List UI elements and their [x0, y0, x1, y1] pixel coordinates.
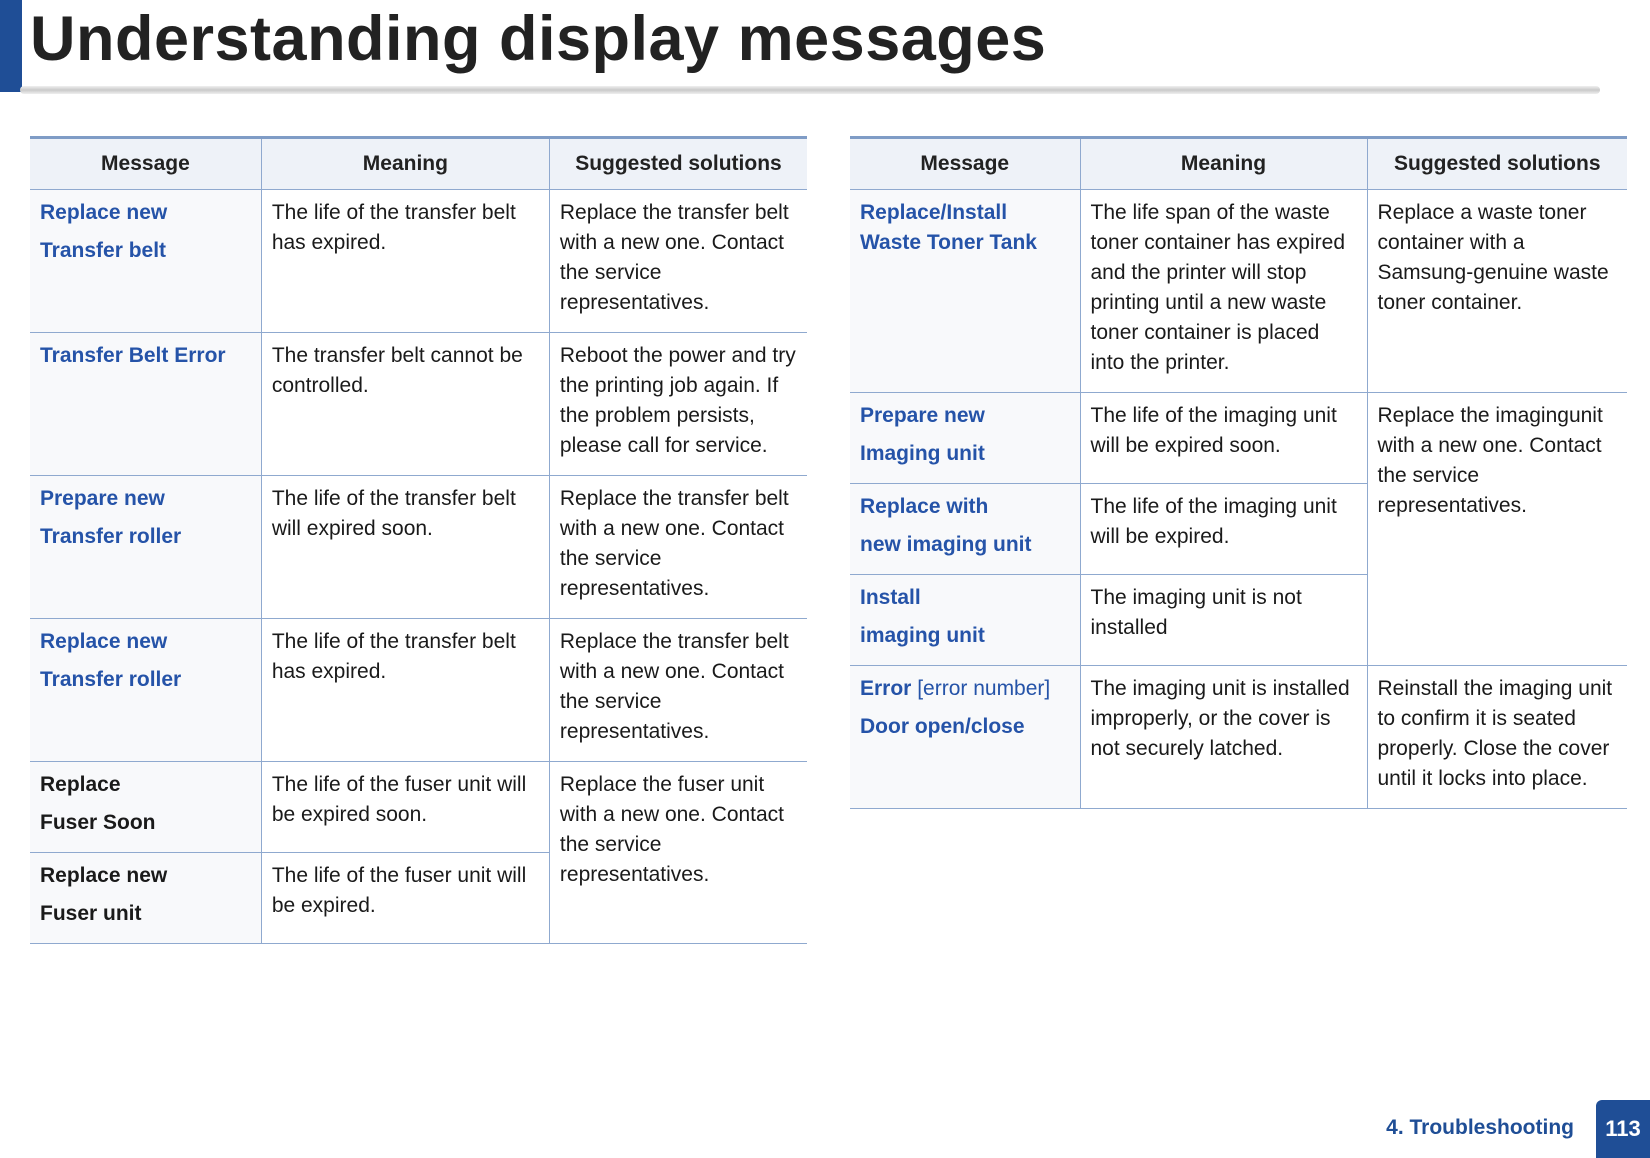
- solution-cell: Replace the transfer belt with a new one. Contact the service representatives.: [549, 619, 807, 762]
- meaning-cell: The life span of the waste toner container has expired and the printer will stop printing until a new waste toner container is placed into the printer.: [1080, 190, 1367, 393]
- column-header-meaning: Meaning: [261, 138, 549, 190]
- message-text: Replace new: [40, 630, 168, 653]
- table-row: [850, 666, 1627, 809]
- meaning-cell: The life of the fuser unit will be expired soon.: [261, 762, 549, 853]
- footer-section-label: 4. Troubleshooting: [1386, 1116, 1574, 1139]
- message-text: Install: [860, 586, 921, 609]
- column-header-meaning: Meaning: [1080, 138, 1367, 190]
- message-cell: [850, 393, 1080, 484]
- meaning-cell: The life of the fuser unit will be expired.: [261, 853, 549, 944]
- message-cell: [30, 853, 261, 944]
- meaning-cell: The life of the transfer belt will expired soon.: [261, 476, 549, 619]
- message-text: Door open/close: [860, 715, 1025, 738]
- column-header-message: Message: [850, 138, 1080, 190]
- message-text: new imaging unit: [860, 533, 1032, 556]
- table-row: [30, 762, 807, 853]
- column-header-solutions: Suggested solutions: [549, 138, 807, 190]
- meaning-cell: The transfer belt cannot be controlled.: [261, 333, 549, 476]
- solution-cell: Replace the transfer belt with a new one. Contact the service representatives.: [549, 476, 807, 619]
- table-row: [30, 619, 807, 762]
- message-text: Fuser Soon: [40, 811, 156, 834]
- message-text: Transfer Belt Error: [40, 344, 226, 367]
- page-number-badge: 113: [1596, 1100, 1650, 1158]
- table-header-row: [850, 138, 1627, 190]
- error-number-param: [error number]: [917, 677, 1051, 700]
- message-text: Imaging unit: [860, 442, 985, 465]
- title-underline: [20, 86, 1600, 94]
- meaning-cell: The imaging unit is not installed: [1080, 575, 1367, 666]
- right-messages-table: [850, 136, 1627, 809]
- solution-cell: Replace the imagingunit with a new one. Contact the service representatives.: [1367, 393, 1627, 666]
- message-text: Replace new: [40, 864, 168, 887]
- meaning-cell: The life of the imaging unit will be expired.: [1080, 484, 1367, 575]
- table-row: [850, 190, 1627, 393]
- meaning-cell: The life of the transfer belt has expired.: [261, 190, 549, 333]
- message-text: [860, 674, 1070, 704]
- solution-cell: Replace the transfer belt with a new one. Contact the service representatives.: [549, 190, 807, 333]
- title-accent-bar: [0, 0, 22, 92]
- table-row: [30, 333, 807, 476]
- message-text: Replace with: [860, 495, 989, 518]
- message-text: Replace/Install: [860, 201, 1008, 224]
- column-header-message: Message: [30, 138, 261, 190]
- message-text: Prepare new: [860, 404, 985, 427]
- message-text: Fuser unit: [40, 902, 142, 925]
- page-title: Understanding display messages: [30, 4, 1047, 74]
- message-cell: [850, 484, 1080, 575]
- message-text: Transfer belt: [40, 239, 167, 262]
- left-messages-table: [30, 136, 807, 944]
- table-row: [30, 476, 807, 619]
- message-text: Transfer roller: [40, 668, 182, 691]
- solution-cell: Replace a waste toner container with a Samsung-genuine waste toner container.: [1367, 190, 1627, 393]
- meaning-cell: The life of the imaging unit will be expired soon.: [1080, 393, 1367, 484]
- message-text: imaging unit: [860, 624, 985, 647]
- message-cell: [30, 333, 261, 476]
- solution-cell: Reinstall the imaging unit to confirm it is seated properly. Close the cover until it locks into place.: [1367, 666, 1627, 809]
- message-text: Prepare new: [40, 487, 165, 510]
- table-header-row: [30, 138, 807, 190]
- message-text: Replace: [40, 773, 121, 796]
- message-cell: [850, 666, 1080, 809]
- error-label: Error: [860, 677, 912, 700]
- message-cell: [30, 762, 261, 853]
- message-text: Transfer roller: [40, 525, 182, 548]
- message-text: Waste Toner Tank: [860, 231, 1037, 254]
- column-header-solutions: Suggested solutions: [1367, 138, 1627, 190]
- message-cell: [30, 476, 261, 619]
- table-row: [30, 190, 807, 333]
- message-cell: [850, 190, 1080, 393]
- message-cell: [30, 190, 261, 333]
- message-cell: [850, 575, 1080, 666]
- table-row: [850, 393, 1627, 484]
- meaning-cell: The life of the transfer belt has expired.: [261, 619, 549, 762]
- solution-cell: Replace the fuser unit with a new one. Contact the service representatives.: [549, 762, 807, 944]
- meaning-cell: The imaging unit is installed improperly, or the cover is not securely latched.: [1080, 666, 1367, 809]
- message-text: Replace new: [40, 201, 168, 224]
- message-cell: [30, 619, 261, 762]
- solution-cell: Reboot the power and try the printing job again. If the problem persists, please call for service.: [549, 333, 807, 476]
